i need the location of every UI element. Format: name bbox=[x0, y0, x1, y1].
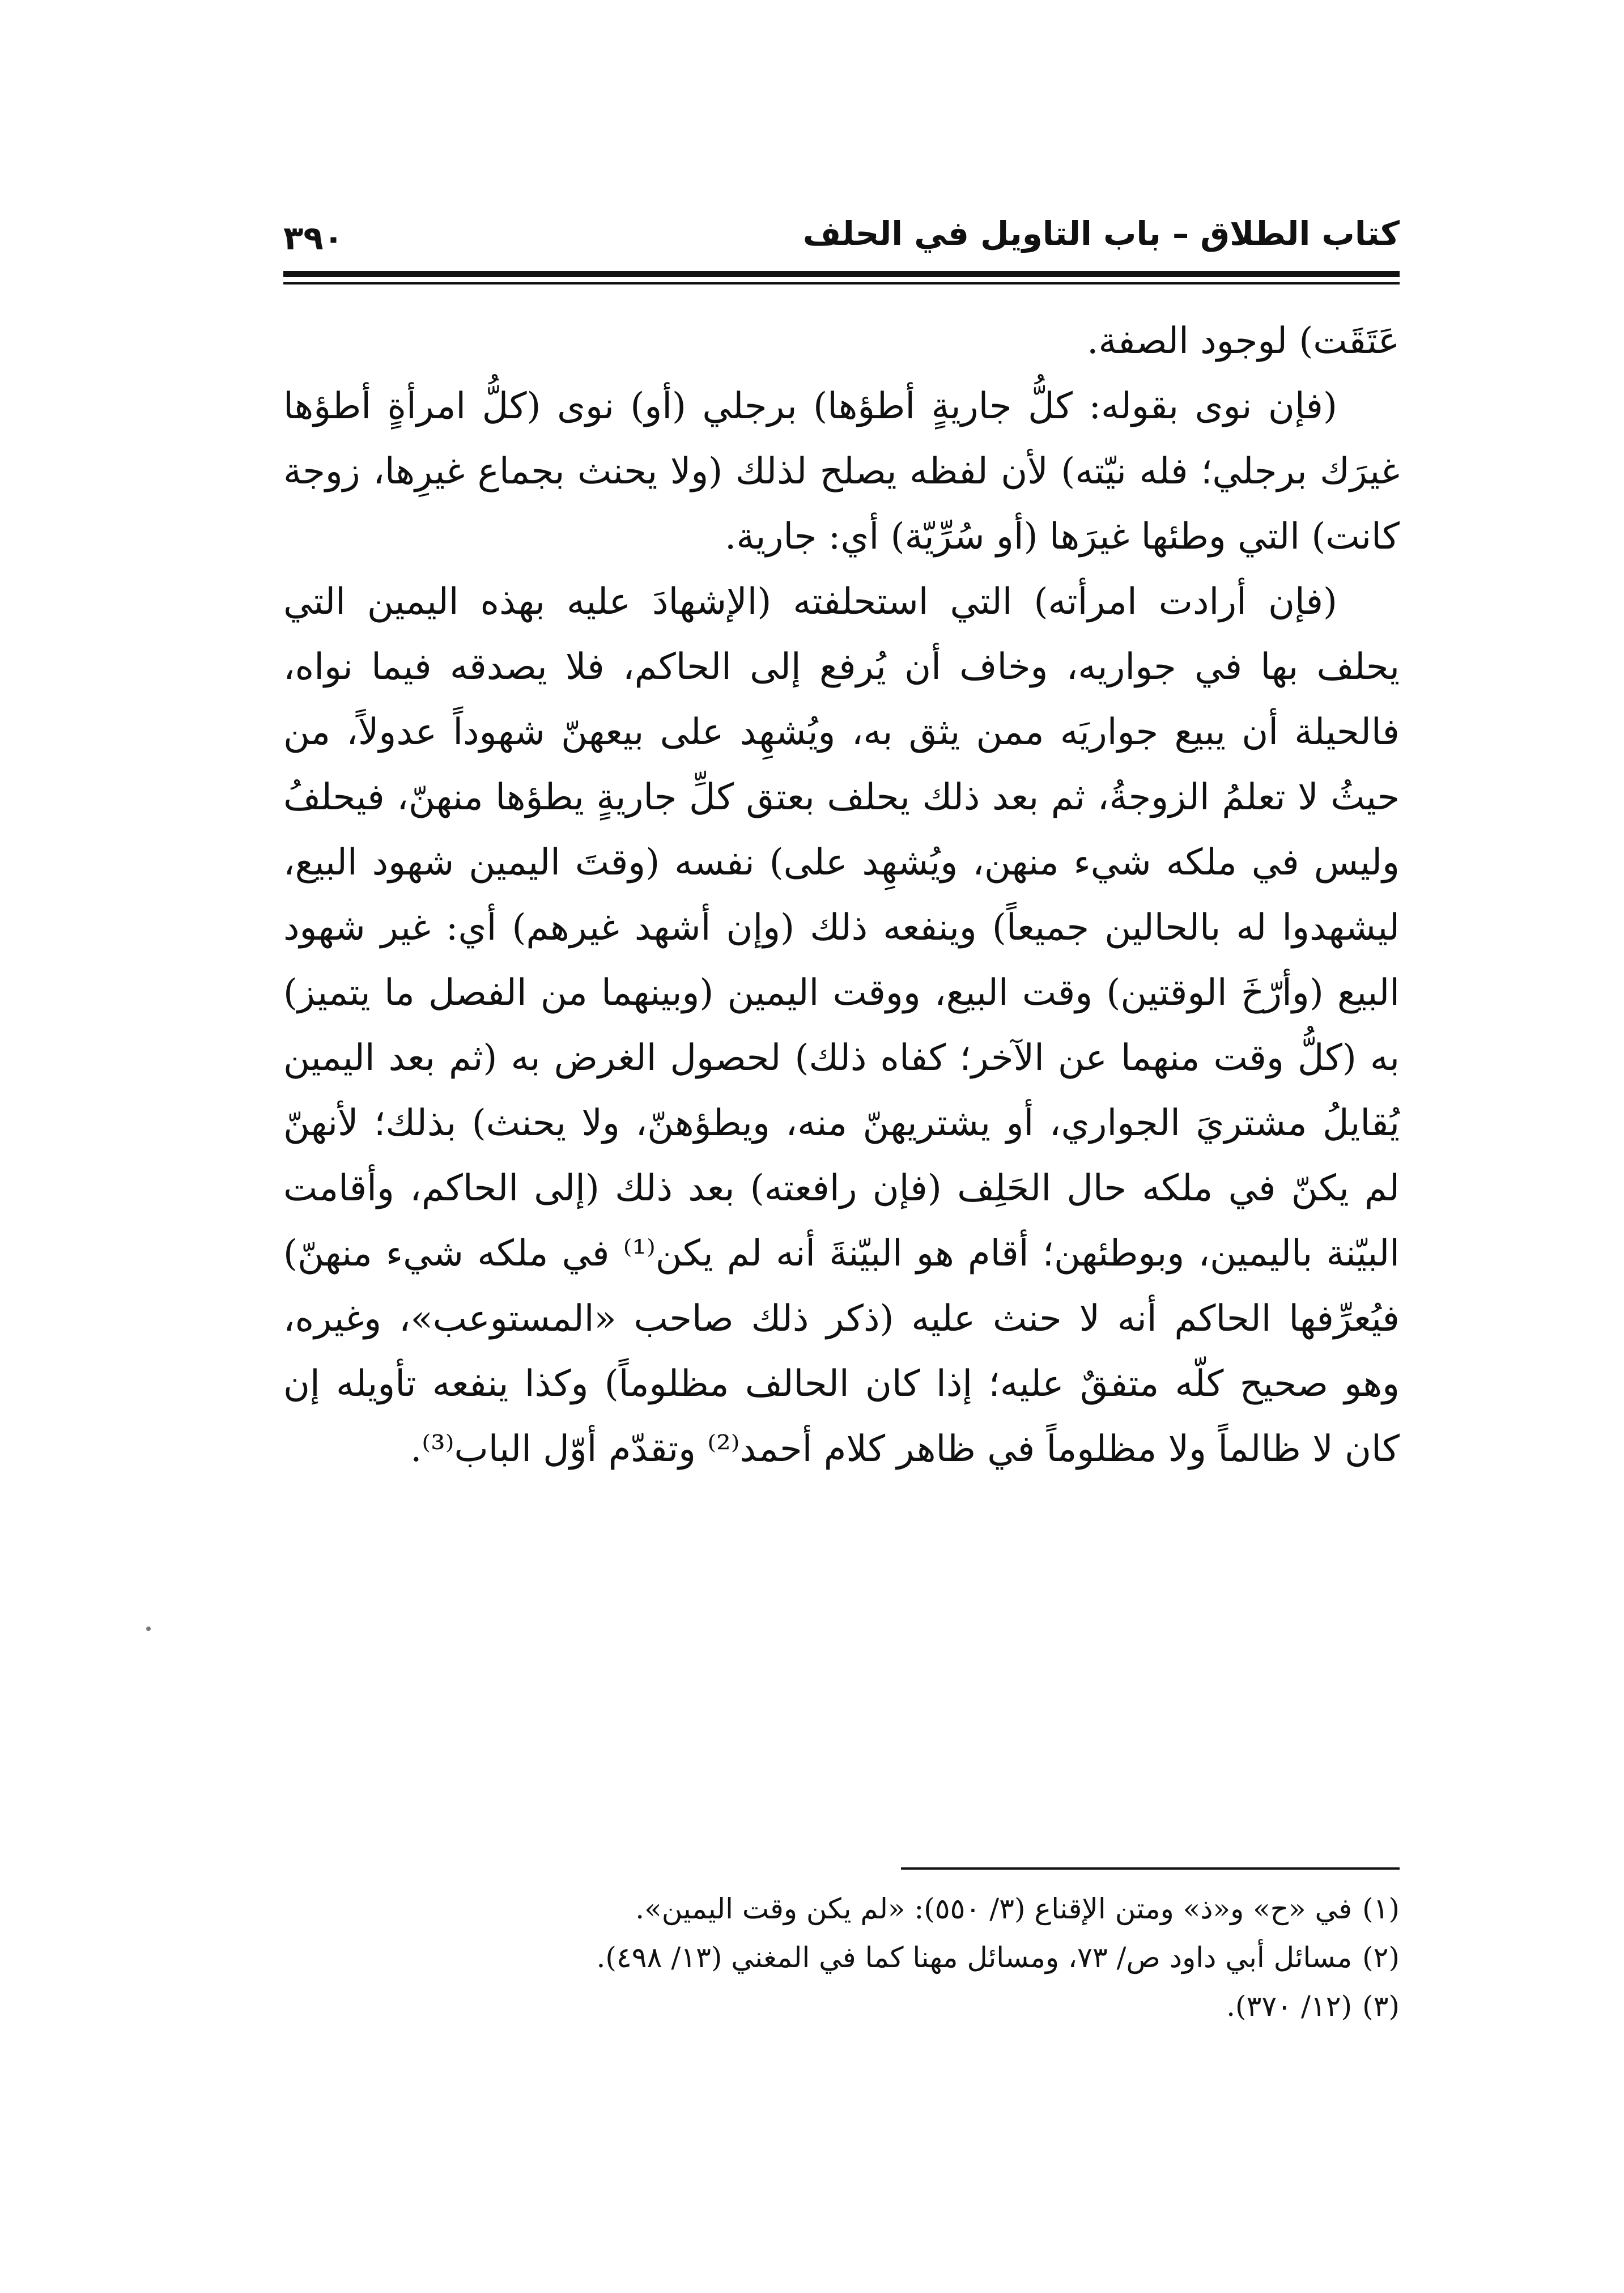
page-number: ٣٩٠ bbox=[283, 219, 344, 257]
paragraph: (فإن أرادت امرأته) التي استحلفته (الإشهادَ عليه بهذه اليمين التي يحلف بها في جواريه، وخاف أن يُرفع إلى الحاكم، فلا يصدقه فيما نواه، فالحيلة أن يبيع جواريَه ممن يثق به، ويُشهِد على بيعهنّ شهوداً عدولاً، من حيثُ لا تعلمُ الزوجةُ، ثم بعد ذلك يحلف بعتق كلِّ جاريةٍ يطؤها منهنّ، فيحلفُ وليس في ملكه شيء منهن، ويُشهِد على) نفسه (وقتَ اليمين شهود البيع، ليشهدوا له بالحالين جميعاً) وينفعه ذلك (وإن أشهد غيرهم) أي: غير شهود البيع (وأرّخَ الوقتين) وقت البيع، ووقت اليمين (وبينهما من الفصل ما يتميز) به (كلُّ وقت منهما عن الآخر؛ كفاه ذلك) لحصول الغرض به (ثم بعد اليمين يُقايلُ مشتريَ الجواري، أو يشتريهنّ منه، ويطؤهنّ، ولا يحنث) بذلك؛ لأنهنّ لم يكنّ في ملكه حال الحَلِف (فإن رافعته) بعد ذلك (إلى الحاكم، وأقامت البيّنة باليمين، وبوطئهن؛ أقام هو البيّنةَ أنه لم يكن⁽¹⁾ في ملكه شيء منهنّ) فيُعرِّفها الحاكم أنه لا حنث عليه (ذكر ذلك صاحب «المستوعب»، وغيره، وهو صحيح كلّه متفقٌ عليه؛ إذا كان الحالف مظلوماً) وكذا ينفعه تأويله إن كان لا ظالماً ولا مظلوماً في ظاهر كلام أحمد⁽²⁾ وتقدّم أوّل الباب⁽³⁾. bbox=[283, 581, 1400, 1470]
scan-speck bbox=[146, 1627, 151, 1631]
paragraph: (فإن نوى بقوله: كلُّ جاريةٍ أطؤها) برجلي (أو) نوى (كلُّ امرأةٍ أطؤها غيرَك برجلي؛ فله نيّته) لأن لفظه يصلح لذلك (ولا يحنث بجماع غيرِها، زوجة كانت) التي وطئها غيرَها (أو سُرِّيّة) أي: جارية. bbox=[283, 385, 1400, 558]
main-text bbox=[283, 309, 1400, 1482]
paragraph: عَتَقَت) لوجود الصفة. bbox=[1087, 320, 1400, 362]
footnotes bbox=[283, 1884, 1400, 2031]
footnote-item bbox=[283, 1884, 1400, 1933]
page-header bbox=[283, 198, 1400, 283]
running-title: كتاب الطلاق – باب التاويل في الحلف bbox=[802, 214, 1400, 253]
header-rule-thick bbox=[283, 271, 1400, 277]
header-rule-thin bbox=[283, 282, 1400, 284]
footnote-number: (٢) bbox=[1362, 1941, 1400, 1974]
footnote-number: (١) bbox=[1362, 1892, 1400, 1925]
footnote-number: (٣) bbox=[1362, 1990, 1400, 2023]
footnote-text: مسائل أبي داود ص/ ٧٣، ومسائل مهنا كما في المغني (١٣/ ٤٩٨). bbox=[596, 1941, 1353, 1974]
footnote-item bbox=[283, 1933, 1400, 1982]
footnote-text: في «ح» و«ذ» ومتن الإقناع (٣/ ٥٥٠): «لم يكن وقت اليمين». bbox=[635, 1892, 1353, 1925]
footnote-item bbox=[283, 1982, 1400, 2031]
footnote-separator bbox=[901, 1867, 1400, 1870]
footnote-text: (١٢/ ٣٧٠). bbox=[1226, 1990, 1353, 2023]
